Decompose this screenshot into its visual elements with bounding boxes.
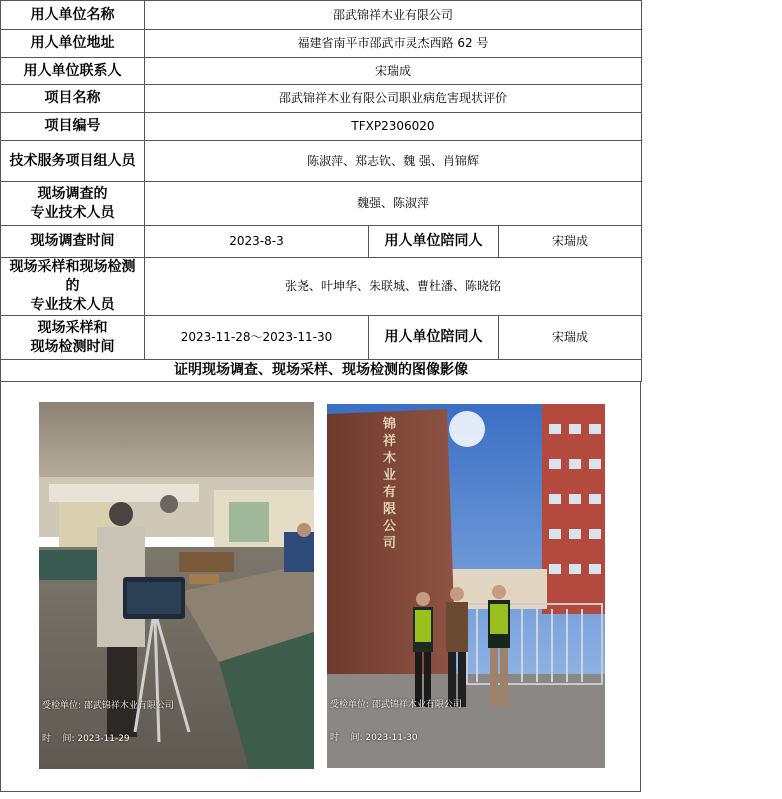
employer-name-label: 用人单位名称 — [1, 1, 145, 30]
project-team-value: 陈淑萍、郑志钦、魏 强、肖锦辉 — [145, 141, 642, 182]
table-row — [1, 113, 642, 141]
survey-companion-label: 用人单位陪同人 — [369, 226, 499, 258]
sampling-companion-label: 用人单位陪同人 — [369, 316, 499, 360]
survey-staff-label-line2: 专业技术人员 — [30, 204, 115, 221]
table-row — [1, 30, 642, 58]
sampling-staff-label-line1: 现场采样和现场检测的 — [9, 259, 136, 294]
survey-time-label: 现场调查时间 — [1, 226, 145, 258]
employer-name-value: 邵武锦祥木业有限公司 — [145, 1, 642, 30]
survey-staff-value: 魏强、陈淑萍 — [145, 182, 642, 226]
table-row — [1, 226, 642, 258]
table-row — [1, 141, 642, 182]
project-number-label: 项目编号 — [1, 113, 145, 141]
table-row — [1, 182, 642, 226]
employer-contact-label: 用人单位联系人 — [1, 58, 145, 85]
sampling-time-label — [1, 316, 145, 360]
table-row — [1, 58, 642, 85]
survey-companion-value: 宋瑞成 — [499, 226, 642, 258]
project-number-value: TFXP2306020 — [145, 113, 642, 141]
survey-time-value: 2023-8-3 — [145, 226, 369, 258]
company-sign-text: 锦祥木业有限公司 — [383, 417, 397, 551]
employer-address-label: 用人单位地址 — [1, 30, 145, 58]
sampling-staff-label-line2: 专业技术人员 — [30, 297, 115, 313]
table-row — [1, 1, 642, 30]
workshop-photo-caption — [42, 679, 174, 767]
sampling-time-label-line2: 现场检测时间 — [30, 338, 115, 355]
company-gate-photo-caption — [330, 678, 462, 766]
workshop-caption-time: 时 间: 2023-11-29 — [42, 734, 130, 744]
table-row — [1, 316, 642, 360]
survey-staff-label — [1, 182, 145, 226]
info-table — [0, 0, 642, 382]
employer-contact-value: 宋瑞成 — [145, 58, 642, 85]
project-team-label: 技术服务项目组人员 — [1, 141, 145, 182]
workshop-photo — [39, 402, 314, 769]
gate-caption-unit: 受检单位: 邵武锦祥木业有限公司 — [330, 700, 462, 710]
survey-staff-label-line1: 现场调查的 — [37, 185, 108, 202]
table-row — [1, 360, 642, 382]
sampling-staff-value: 张尧、叶坤华、朱联城、曹杜潘、陈晓铭 — [145, 258, 642, 316]
sampling-time-label-line1: 现场采样和 — [37, 319, 108, 336]
employer-address-value: 福建省南平市邵武市灵杰西路 62 号 — [145, 30, 642, 58]
company-gate-photo — [327, 404, 605, 768]
project-name-value: 邵武锦祥木业有限公司职业病危害现状评价 — [145, 85, 642, 113]
table-row — [1, 85, 642, 113]
sampling-companion-value: 宋瑞成 — [499, 316, 642, 360]
workshop-caption-unit: 受检单位: 邵武锦祥木业有限公司 — [42, 701, 174, 711]
photo-panel — [0, 382, 641, 792]
gate-caption-time: 时 间: 2023-11-30 — [330, 733, 418, 743]
project-name-label: 项目名称 — [1, 85, 145, 113]
table-row — [1, 258, 642, 316]
section-title: 证明现场调查、现场采样、现场检测的图像影像 — [1, 360, 642, 382]
sampling-staff-label — [1, 258, 145, 316]
sampling-time-value: 2023-11-28～2023-11-30 — [145, 316, 369, 360]
